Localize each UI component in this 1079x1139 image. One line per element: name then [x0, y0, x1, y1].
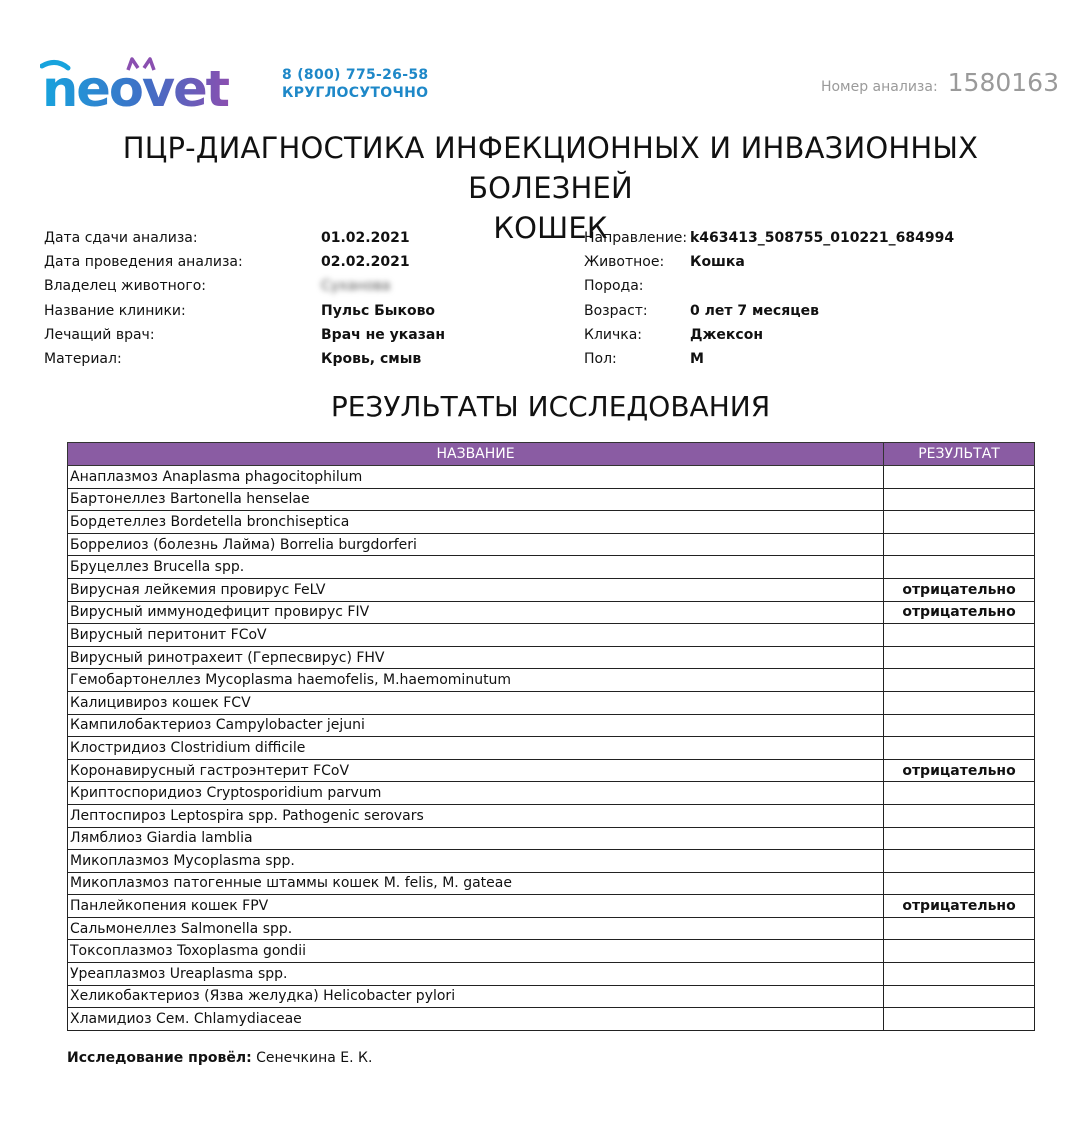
test-name-cell: Боррелиоз (болезнь Лайма) Borrelia burgdorferi	[68, 533, 884, 556]
info-label: Дата проведения анализа:	[44, 254, 243, 271]
table-row	[68, 714, 1035, 737]
hours-label: КРУГЛОСУТОЧНО	[282, 85, 429, 101]
table-row	[68, 488, 1035, 511]
footer-label: Исследование провёл:	[67, 1050, 252, 1066]
info-label: Порода:	[584, 278, 644, 295]
info-value: 02.02.2021	[321, 254, 410, 271]
analysis-number	[821, 68, 1059, 97]
info-label: Владелец животного:	[44, 278, 207, 295]
test-result-cell	[884, 782, 1035, 805]
table-row	[68, 782, 1035, 805]
test-name-cell: Клостридиоз Clostridium difficile	[68, 737, 884, 760]
test-name-cell: Гемобартонеллез Mycoplasma haemofelis, M.haemominutum	[68, 669, 884, 692]
table-row	[68, 872, 1035, 895]
info-row-animal	[584, 250, 954, 274]
document-title-line1: ПЦР-ДИАГНОСТИКА ИНФЕКЦИОННЫХ И ИНВАЗИОННЫХ БОЛЕЗНЕЙ	[122, 131, 979, 205]
test-result-cell	[884, 714, 1035, 737]
test-name-cell: Вирусный ринотрахеит (Герпесвирус) FHV	[68, 646, 884, 669]
test-name-cell: Хламидиоз Сем. Chlamydiaceae	[68, 1008, 884, 1031]
test-result-cell	[884, 488, 1035, 511]
test-name-cell: Кампилобактериоз Campylobacter jejuni	[68, 714, 884, 737]
test-name-cell: Коронавирусный гастроэнтерит FCoV	[68, 759, 884, 782]
results-table	[67, 442, 1035, 1031]
test-name-cell: Лямблиоз Giardia lamblia	[68, 827, 884, 850]
table-row	[68, 985, 1035, 1008]
table-header-row	[68, 443, 1035, 466]
info-label: Пол:	[584, 351, 617, 368]
phone-number[interactable]: 8 (800) 775-26-58	[282, 67, 429, 83]
info-row-referral	[584, 226, 954, 250]
footer-signature	[67, 1050, 372, 1066]
table-row	[68, 917, 1035, 940]
analysis-number-label: Номер анализа:	[820, 79, 938, 95]
table-row	[68, 511, 1035, 534]
info-value: Кошка	[690, 254, 745, 271]
test-result-cell	[884, 940, 1035, 963]
info-row-nickname	[584, 323, 954, 347]
test-result-cell	[884, 985, 1035, 1008]
column-header-name: НАЗВАНИЕ	[68, 443, 884, 466]
neovet-logo	[40, 56, 232, 112]
info-row-analysis-date	[44, 250, 445, 274]
table-row	[68, 601, 1035, 624]
test-name-cell: Панлейкопения кошек FPV	[68, 895, 884, 918]
test-name-cell: Токсоплазмоз Toxoplasma gondii	[68, 940, 884, 963]
info-label: Лечащий врач:	[44, 326, 155, 343]
test-name-cell: Микоплазмоз Mycoplasma spp.	[68, 850, 884, 873]
test-result-cell	[884, 646, 1035, 669]
table-row	[68, 578, 1035, 601]
test-result-cell	[884, 872, 1035, 895]
table-row	[68, 804, 1035, 827]
info-row-doctor	[44, 323, 445, 347]
info-value: Врач не указан	[321, 326, 445, 343]
test-name-cell: Анаплазмоз Anaplasma phagocitophilum	[68, 466, 884, 489]
test-name-cell: Бордетеллез Bordetella bronchiseptica	[68, 511, 884, 534]
test-result-cell	[884, 917, 1035, 940]
table-row	[68, 940, 1035, 963]
test-result-cell	[884, 691, 1035, 714]
table-row	[68, 646, 1035, 669]
info-label: Название клиники:	[44, 302, 186, 319]
test-name-cell: Вирусная лейкемия провирус FeLV	[68, 578, 884, 601]
column-header-result: РЕЗУЛЬТАТ	[884, 443, 1035, 466]
table-row	[68, 669, 1035, 692]
test-result-cell: отрицательно	[884, 601, 1035, 624]
test-name-cell: Микоплазмоз патогенные штаммы кошек M. felis, M. gateae	[68, 872, 884, 895]
table-row	[68, 963, 1035, 986]
test-result-cell	[884, 804, 1035, 827]
table-row	[68, 850, 1035, 873]
info-value: Пульс Быково	[321, 302, 436, 319]
test-result-cell: отрицательно	[884, 895, 1035, 918]
info-value: k463413_508755_010221_684994	[690, 230, 955, 247]
info-label: Материал:	[44, 351, 122, 368]
table-row	[68, 556, 1035, 579]
analysis-number-value: 1580163	[947, 68, 1059, 97]
test-name-cell: Криптоспоридиоз Cryptosporidium parvum	[68, 782, 884, 805]
info-row-sex	[584, 347, 954, 371]
info-row-age	[584, 299, 954, 323]
test-result-cell	[884, 669, 1035, 692]
test-name-cell: Вирусный иммунодефицит провирус FIV	[68, 601, 884, 624]
table-row	[68, 624, 1035, 647]
results-title: РЕЗУЛЬТАТЫ ИССЛЕДОВАНИЯ	[330, 390, 771, 423]
info-value: М	[690, 351, 704, 368]
info-value: 01.02.2021	[321, 230, 410, 247]
info-row-clinic	[44, 299, 445, 323]
test-result-cell	[884, 466, 1035, 489]
patient-info-right	[584, 226, 954, 371]
info-value: 0 лет 7 месяцев	[690, 302, 819, 319]
test-name-cell: Бартонеллез Bartonella henselae	[68, 488, 884, 511]
test-result-cell	[884, 963, 1035, 986]
test-result-cell	[884, 511, 1035, 534]
test-name-cell: Лептоспироз Leptospira spp. Pathogenic serovars	[68, 804, 884, 827]
test-name-cell: Уреаплазмоз Ureaplasma spp.	[68, 963, 884, 986]
test-name-cell: Сальмонеллез Salmonella spp.	[68, 917, 884, 940]
test-result-cell	[884, 533, 1035, 556]
footer-researcher-name: Сенечкина Е. К.	[256, 1050, 373, 1066]
results-table-body	[68, 466, 1035, 1031]
document-title-line2: КОШЕК	[493, 211, 608, 245]
info-value: Кровь, смыв	[321, 351, 422, 368]
test-result-cell	[884, 1008, 1035, 1031]
table-row	[68, 827, 1035, 850]
table-row	[68, 533, 1035, 556]
table-row	[68, 1008, 1035, 1031]
table-row	[68, 737, 1035, 760]
info-label: Возраст:	[584, 302, 648, 319]
test-result-cell	[884, 850, 1035, 873]
test-name-cell: Хеликобактериоз (Язва желудка) Helicobacter pylori	[68, 985, 884, 1008]
test-name-cell: Вирусный перитонит FCoV	[68, 624, 884, 647]
info-value: Джексон	[690, 326, 763, 343]
patient-info-left	[44, 226, 445, 371]
info-label: Кличка:	[584, 326, 643, 343]
table-row	[68, 466, 1035, 489]
info-row-material	[44, 347, 445, 371]
owner-name-redacted: Суханова	[321, 278, 391, 295]
info-label: Направление:	[584, 230, 688, 247]
test-result-cell	[884, 556, 1035, 579]
logo-wordmark: neovet	[42, 60, 230, 112]
info-row-breed	[584, 274, 954, 298]
neovet-logo-graphic	[40, 56, 232, 112]
test-name-cell: Калицивироз кошек FCV	[68, 691, 884, 714]
table-row	[68, 759, 1035, 782]
test-name-cell: Бруцеллез Brucella spp.	[68, 556, 884, 579]
table-row	[68, 895, 1035, 918]
info-row-owner	[44, 274, 445, 298]
test-result-cell	[884, 827, 1035, 850]
info-row-submission-date	[44, 226, 445, 250]
test-result-cell	[884, 624, 1035, 647]
info-label: Дата сдачи анализа:	[44, 230, 198, 247]
table-row	[68, 691, 1035, 714]
test-result-cell: отрицательно	[884, 578, 1035, 601]
test-result-cell: отрицательно	[884, 759, 1035, 782]
info-label: Животное:	[584, 254, 665, 271]
contact-info	[282, 66, 428, 102]
test-result-cell	[884, 737, 1035, 760]
